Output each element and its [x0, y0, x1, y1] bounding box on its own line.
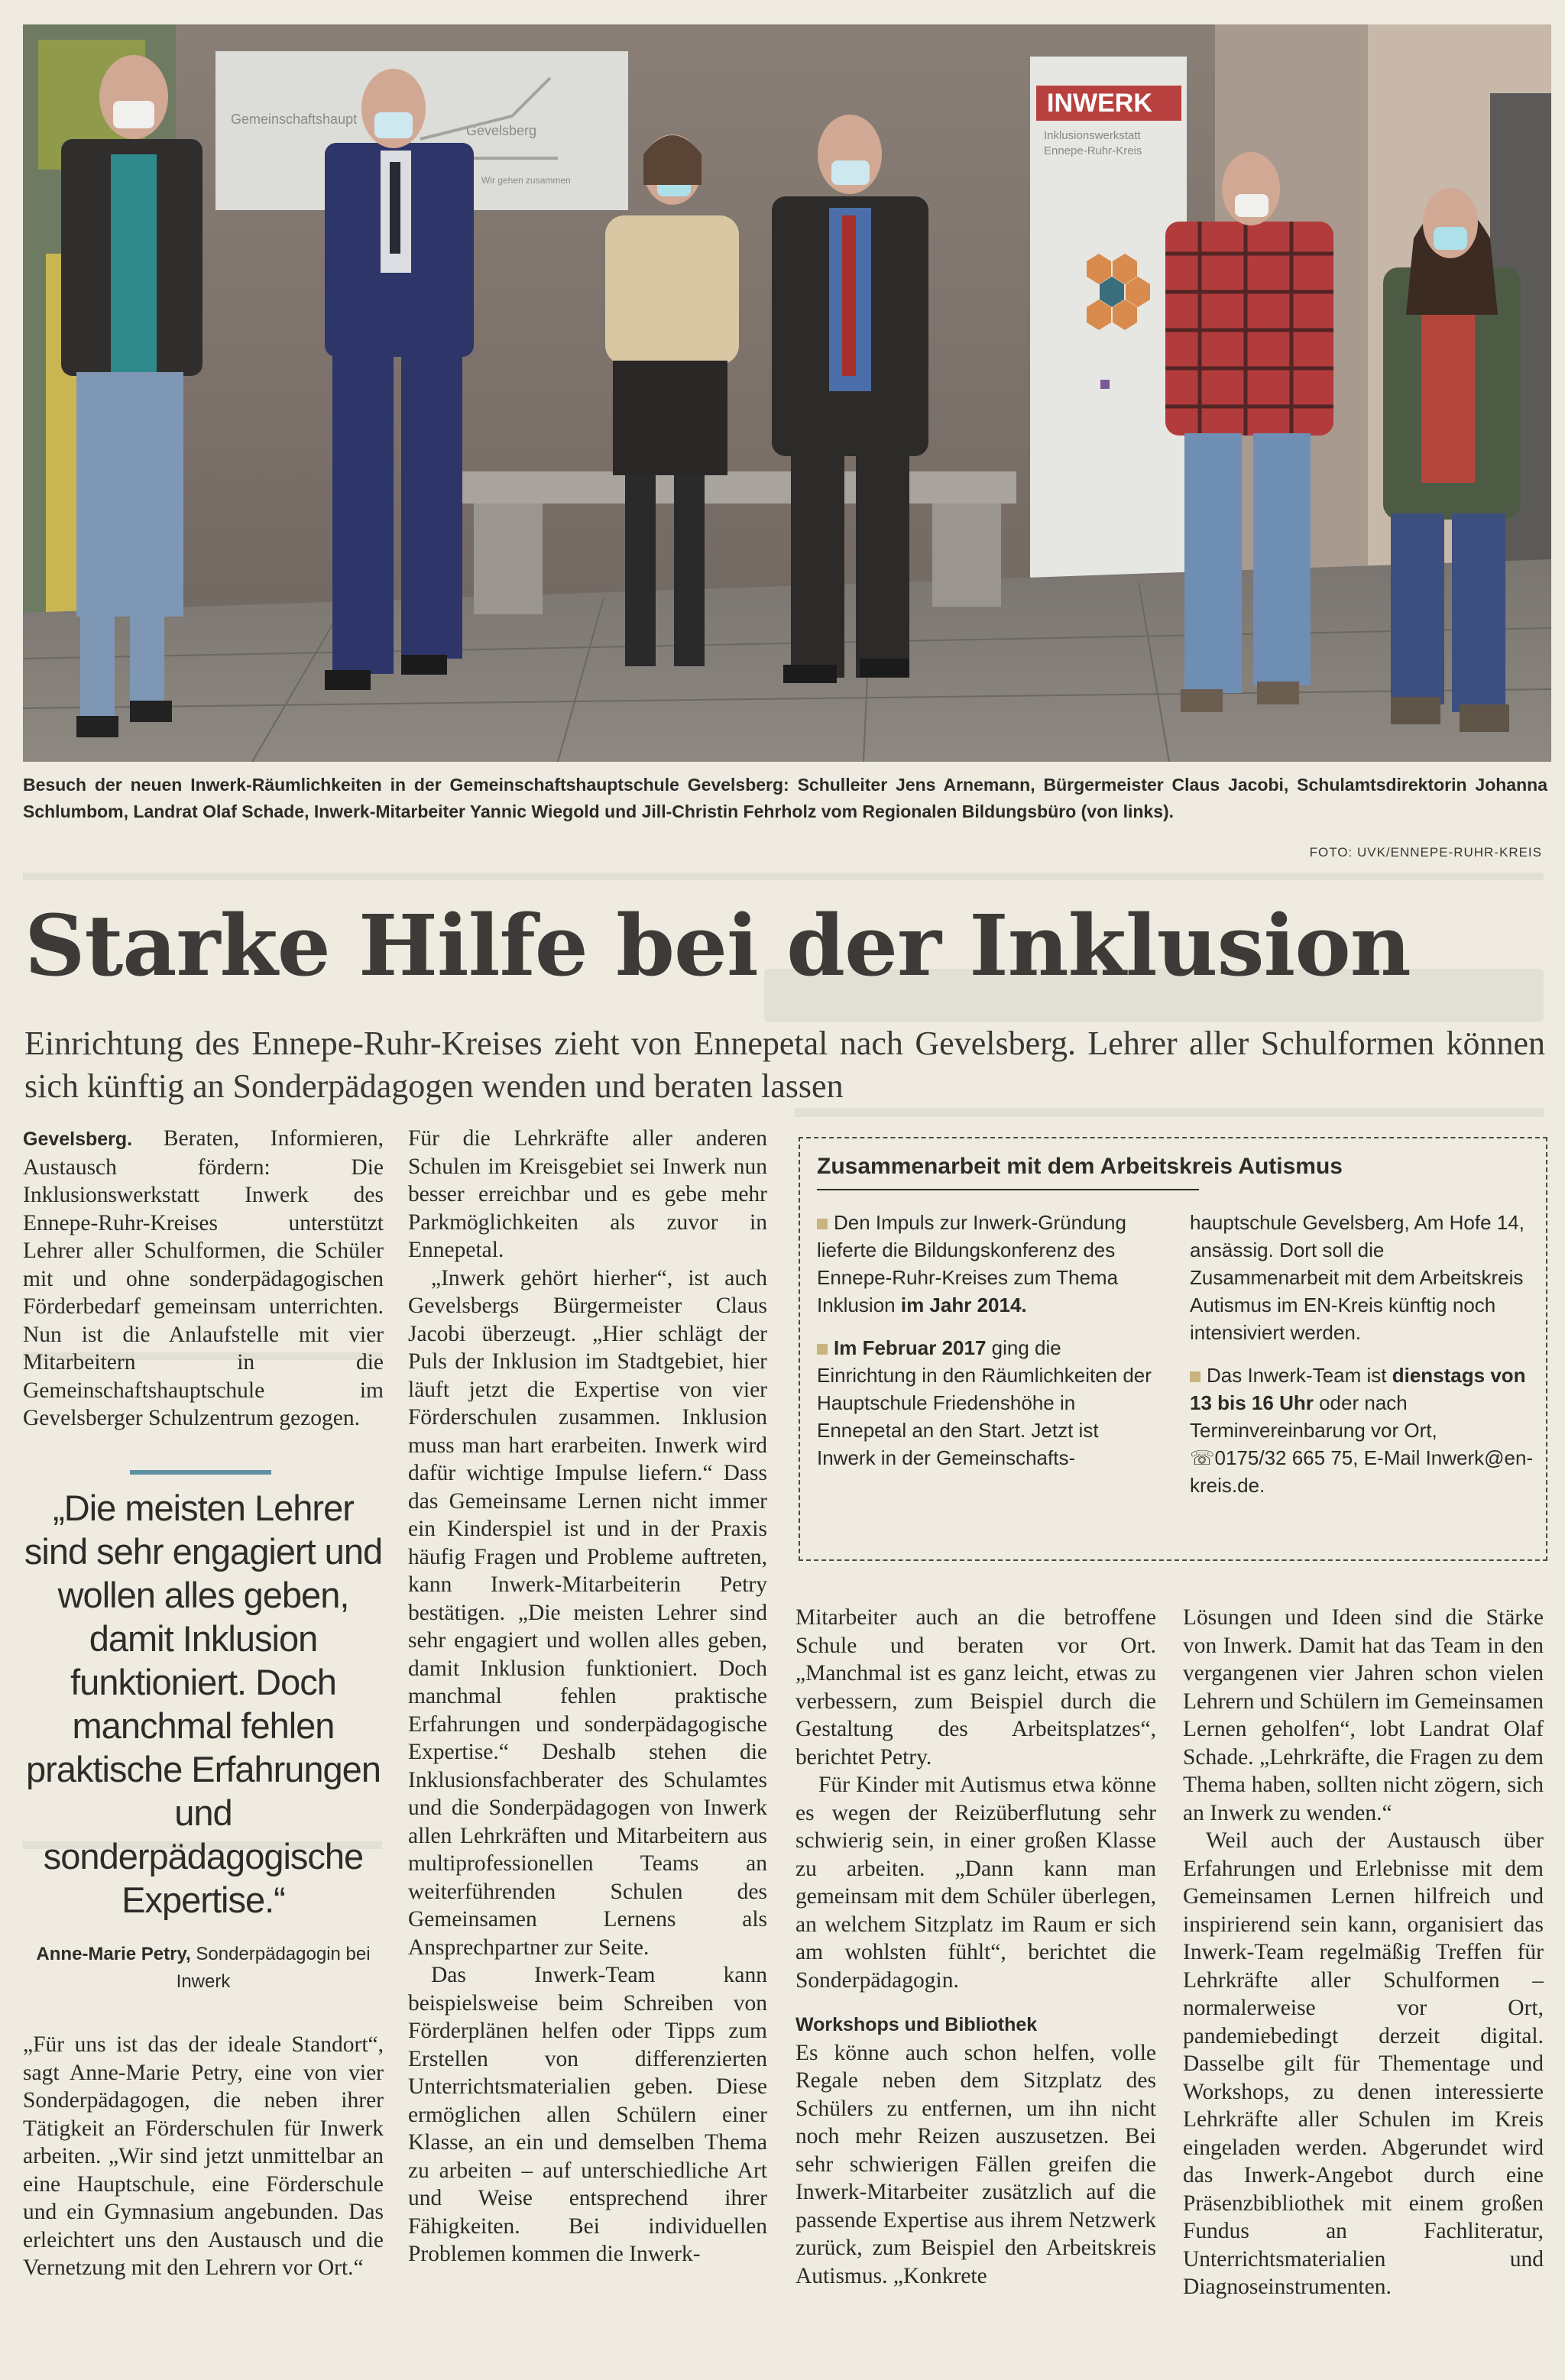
bullet-square-icon [1190, 1371, 1200, 1382]
article-photo [23, 24, 1551, 762]
photo-caption: Besuch der neuen Inwerk-Räumlichkeiten in der Gemeinschaftshauptschule Gevelsberg: Schulleiter Jens Arnemann, Bürgermeister Claus Jacobi, Schulamtsdirektorin Johanna Schlumbom, Landrat Olaf Schade, Inwerk-Mitarbeiter Yannic Wiegold und Jill-Christin Fehrholz vom Regionalen Bildungsbüro (von links). [23, 775, 1547, 821]
col2-paragraph-1: Für die Lehrkräfte aller anderen Schulen im Kreisgebiet sei Inwerk nun besser erreichbar und es gebe mehr Parkmöglichkeiten als zuvor in Ennepetal. [408, 1126, 767, 1262]
subheadline: Einrichtung des Ennepe-Ruhr-Kreises zieht von Ennepetal nach Gevelsberg. Lehrer aller Schulformen können sich künftig an Sonderpädagogen wenden und beraten lassen [24, 1025, 1545, 1105]
bullet-square-icon [817, 1344, 828, 1355]
quote-author-role: Sonderpädagogin bei Inwerk [176, 1944, 371, 1992]
info-box [799, 1137, 1547, 1561]
inwerk-banner [1030, 57, 1187, 588]
info-box-title: Zusammenarbeit mit dem Arbeitskreis Autismus [817, 1154, 1343, 1179]
info-bullet-2-continued: hauptschule Gevelsberg, Am Hofe 14, ansässig. Dort soll die Zusammenarbeit mit dem Arbeitskreis Autismus im EN-Kreis künftig noch intensiviert werden. [1190, 1211, 1524, 1344]
svg-text:Wir gehen zusammen: Wir gehen zusammen [481, 175, 571, 186]
svg-text:Gemeinschaftshaupt: Gemeinschaftshaupt [231, 112, 358, 127]
col4-paragraph-1: Lösungen und Ideen sind die Stärke von Inwerk. Damit hat das Team in den vergangenen vier Jahren schon vielen Lehrern und Schülern im Gemeinsamen Lernen geholfen“, lobt Landrat Olaf Schade. „Lehrkräfte, die Fragen zu dem Thema haben, sollten nicht zögern, sich an Inwerk zu wenden.“ [1183, 1605, 1544, 1825]
svg-text:Inklusionswerkstatt: Inklusionswerkstatt [1044, 129, 1141, 142]
col3-paragraph-2: Für Kinder mit Autismus etwa könne es wegen der Reizüberflutung sehr schwierig sein, in einer großen Klasse zu arbeiten. „Dann kann man gemeinsam mit dem Schüler überlegen, an welchem Sitzplatz im Raum er sich am wohlsten fühlt“, berichtet die Sonderpädagogin. [795, 1773, 1156, 1993]
info-bullet-3: Das Inwerk-Team ist dienstags von 13 bis 16 Uhr oder nach Terminvereinbarung vor Ort, ☏0175/32 665 75, E-Mail Inwerk@en-kreis.de. [1190, 1364, 1534, 1497]
col1-paragraph-1: Beraten, Informieren, Austausch fördern: Die Inklusionswerkstatt Inwerk des Ennepe-Ruhr-Kreises unterstützt Lehrer aller Schulformen, die Schüler mit und ohne sonderpädagogischen Förderbedarf gemeinsam unterrichten. Nun ist die Anlaufstelle mit vier Mitarbeitern in die Gemeinschaftshauptschule im Gevelsberger Schulzentrum gezogen. [23, 1126, 384, 1430]
column-2 [408, 1125, 767, 2268]
info-bullet-2: Im Februar 2017 ging die Einrichtung in den Räumlichkeiten der Hauptschule Friedenshöhe in Ennepetal an den Start. Jetzt ist Inwerk in der Gemeinschafts- [817, 1336, 1152, 1469]
info-box-left [817, 1209, 1153, 1487]
col2-paragraph-3: Das Inwerk-Team kann beispielsweise beim Schreiben von Förderplänen helfen oder Tipps zum Erstellen von differenzierten Unterrichtsmaterialien geben. Diese ermöglichen allen Schülern einer Klasse, an ein und demselben Thema zu arbeiten – auf unterschiedliche Art und Weise entsprechend ihrer Fähigkeiten. Bei individuellen Problemen kommen die Inwerk- [408, 1963, 767, 2266]
quote-attribution [23, 1941, 384, 1996]
col4-paragraph-2: Weil auch der Austausch über Erfahrungen und Erlebnisse mit dem Gemeinsamen Lernen hilfreich und inspirierend sein kann, organisiert das Inwerk-Team regelmäßig Treffen für Lehrkräfte aller Schulformen – normalerweise vor Ort, pandemiebedingt derzeit digital. Dasselbe gilt für Thementage und Workshops, zu denen interessierte Lehrkräfte aller Schulen im Kreis eingeladen werden. Abgerundet wird das Inwerk-Angebot durch eine Präsenzbibliothek mit einem großen Fundus an Fachliteratur, Unterrichtsmaterialien und Diagnoseinstrumenten. [1183, 1828, 1544, 2299]
column-1-bottom [23, 2031, 384, 2282]
svg-text:Gevelsberg: Gevelsberg [466, 123, 537, 138]
info-box-title-rule [817, 1189, 1199, 1190]
pull-quote: „Die meisten Lehrer sind sehr engagiert und wollen alles geben, damit Inklusion funktioniert. Doch manchmal fehlen praktische Erfahrungen und sonderpädagogische Expertise.“ [24, 1488, 383, 1920]
quote-rule [130, 1470, 271, 1475]
column-4 [1183, 1604, 1544, 2301]
section-subheading: Workshops und Bibliothek [795, 2014, 1038, 2035]
svg-text:Ennepe-Ruhr-Kreis: Ennepe-Ruhr-Kreis [1044, 144, 1142, 157]
column-3 [795, 1604, 1156, 2290]
dateline: Gevelsberg. [23, 1128, 133, 1150]
contact-line: ☏0175/32 665 75, E-Mail Inwerk@en-kreis.de. [1190, 1446, 1534, 1497]
photo-credit: FOTO: UVK/ENNEPE-RUHR-KREIS [1309, 845, 1542, 860]
bullet-square-icon [817, 1219, 828, 1229]
quote-author-name: Anne-Marie Petry, [36, 1944, 191, 1964]
svg-text:INWERK: INWERK [1047, 89, 1152, 118]
person-6 [1383, 188, 1521, 732]
headline: Starke Hilfe bei der Inklusion [24, 896, 1411, 995]
col3-paragraph-3: Es könne auch schon helfen, volle Regale neben dem Sitzplatz des Schülers zu entfernen, um ihn nicht noch mehr Reizen auszusetzen. Bei sehr schwierigen Fällen greifen die Inwerk-Mitarbeiter zusätzlich auf die passende Expertise aus ihrem Netzwerk zurück, zum Beispiel den Arbeitskreis Autismus. „Konkrete [795, 2040, 1156, 2288]
info-box-right [1190, 1209, 1534, 1514]
info-bullet-1: Den Impuls zur Inwerk-Gründung lieferte die Bildungskonferenz des Ennepe-Ruhr-Kreises zum Thema Inklusion im Jahr 2014. [817, 1211, 1126, 1316]
column-1-top [23, 1125, 384, 1433]
col3-paragraph-1: Mitarbeiter auch an die betroffene Schule und beraten vor Ort. „Manchmal ist es ganz leicht, etwas zu verbessern, zum Beispiel durch die Gestaltung des Arbeitsplatzes“, berichtet Petry. [795, 1605, 1156, 1770]
col1-paragraph-2: „Für uns ist das der ideale Standort“, sagt Anne-Marie Petry, eine von vier Sonderpädagogen, die neben ihrer Tätigkeit an Förderschulen für Inwerk arbeiten. „Wir sind jetzt unmittelbar an eine Hauptschule, eine Förderschule und ein Gymnasium angebunden. Das erleichtert uns den Austausch und die Vernetzung mit den Lehrern vor Ort.“ [23, 2032, 384, 2280]
col2-paragraph-2: „Inwerk gehört hierher“, ist auch Gevelsbergs Bürgermeister Claus Jacobi überzeugt. „Hier schlägt der Puls der Inklusion im Stadtgebiet, hier läuft jetzt die Expertise von vier Förderschulen zusammen. Inklusion muss man hart erarbeiten. Inwerk wird dafür wichtige Impulse liefern.“ Dass das Gemeinsame Lernen nicht immer ein Kinderspiel ist und in der Praxis häufig Fragen und Probleme auftreten, kann Inwerk-Mitarbeiterin Petry bestätigen. „Die meisten Lehrer sind sehr engagiert und wollen alles geben, damit Inklusion funktioniert. Doch manchmal fehlen praktische Erfahrungen und sonderpädagogische Expertise.“ Deshalb stehen die Inklusionsfachberater des Schulamtes und die Sonderpädagogen von Inwerk allen Lehrkräften und Mitarbeitern aus multiprofessionellen Teams an weiterführenden Schulen des Gemeinsamen Lernens als Ansprechpartner zur Seite. [408, 1265, 767, 1960]
